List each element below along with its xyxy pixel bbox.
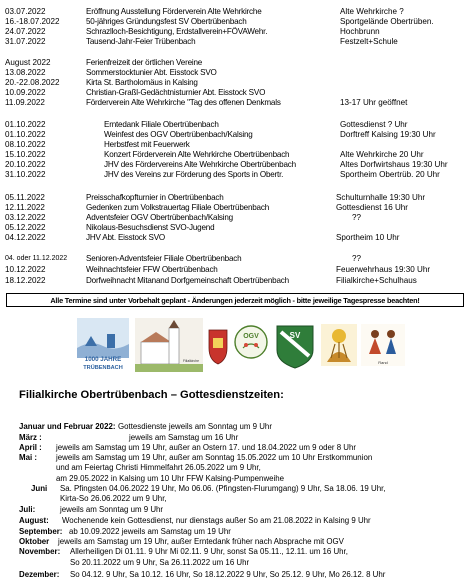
service-text: Kirta-So 26.06.2022 um 9 Uhr,	[60, 494, 167, 503]
disclaimer-text: Alle Termine sind unter Vorbehalt geplant - Änderungen jederzeit möglich - bitte jeweilige Tagespresse beachten!	[50, 296, 420, 305]
service-month: August:	[19, 516, 49, 525]
service-text: jeweils am Sonntag um 9 Uhr	[60, 505, 164, 514]
event-date: 31.07.2022	[5, 37, 46, 46]
event-date: August 2022	[5, 58, 51, 67]
church-logo	[135, 318, 203, 372]
event-location: Sportgelände Obertrüben.	[340, 17, 434, 26]
event-title: Förderverein Alte Wehrkirche "Tag des offenen Denkmals	[86, 98, 281, 107]
service-text: Gottesdienste jeweils am Sonntag um 9 Uhr	[118, 422, 272, 431]
event-title: Adventsfeier OGV Obertrübenbach/Kalsing	[86, 213, 233, 222]
event-location: Hochbrunn	[340, 27, 380, 36]
club-logo-strip	[77, 318, 405, 372]
service-month: März :	[19, 433, 42, 442]
coat-of-arms-logo	[207, 318, 229, 372]
event-title: Herbstfest mit Feuerwerk	[104, 140, 190, 149]
event-title: Konzert Förderverein Alte Wehrkirche Obertrübenbach	[104, 150, 290, 159]
event-title: Gedenken zum Volkstrauertag Filiale Obertrübenbach	[86, 203, 270, 212]
service-text: jeweils am Samstag um 19 Uhr, außer am Sonntag 15.05.2022 um 10 Uhr Erstkommunion	[56, 453, 373, 462]
service-month: Juli:	[19, 505, 36, 514]
service-text: Sa. Pfingsten 04.06.2022 19 Uhr, Mo 06.06. (Pfingsten-Flurumgang) 9 Uhr, Sa 18.06. 19 Uhr,	[60, 484, 386, 493]
event-title: Ferienfreizeit der örtlichen Vereine	[86, 58, 203, 67]
event-title: Sommerstocktunier Abt. Eisstock SVO	[86, 68, 217, 77]
jubilee-logo	[77, 318, 129, 372]
service-text: Allerheiligen Di 01.11. 9 Uhr Mi 02.11. 9 Uhr, sonst Sa 05.11., 12.11. um 16 Uhr,	[70, 547, 348, 556]
event-location: Schulturnhalle 19:30 Uhr	[336, 193, 426, 202]
event-title: Eröffnung Ausstellung Förderverein Alte Wehrkirche	[86, 7, 262, 16]
event-date: 04. oder 11.12.2022	[5, 255, 68, 262]
event-date: 12.11.2022	[5, 203, 45, 212]
event-title: Nikolaus-Besuchsdienst SVO-Jugend	[86, 223, 215, 232]
service-month: April :	[19, 443, 42, 452]
church-caption: Filialkirche	[182, 359, 200, 363]
event-date: 31.10.2022	[5, 170, 46, 179]
svg-text:Rand: Rand	[378, 360, 388, 365]
event-date: 13.08.2022	[5, 68, 46, 77]
event-location: ??	[352, 254, 362, 263]
event-date: 11.09.2022	[5, 98, 45, 107]
event-title: Tausend-Jahr-Feier Trübenbach	[86, 37, 196, 46]
event-location: Alte Wehrkirche ?	[340, 7, 404, 16]
event-date: 08.10.2022	[5, 140, 46, 149]
sv-logo	[273, 318, 317, 372]
event-location: Festzelt+Schule	[340, 37, 398, 46]
event-date: 03.07.2022	[5, 7, 46, 16]
service-text: und am Feiertag Christi Himmelfahrt 26.05.2022 um 9 Uhr,	[56, 463, 261, 472]
service-month: November:	[19, 547, 61, 556]
ogv-logo	[233, 318, 269, 372]
event-location: Alte Wehrkirche 20 Uhr	[340, 150, 424, 159]
service-month: September:	[19, 527, 63, 536]
event-date: 18.12.2022	[5, 276, 46, 285]
service-month: Juni	[31, 484, 48, 493]
event-title: JHV des Vereins zur Förderung des Sports in Obertr.	[104, 170, 284, 179]
event-date: 03.12.2022	[5, 213, 46, 222]
service-text: So 04.12. 9 Uhr, Sa 10.12. 16 Uhr, So 18.12.2022 9 Uhr, So 25.12. 9 Uhr, Mo 26.12. 8 Uhr	[70, 570, 386, 579]
event-location: ??	[352, 213, 362, 222]
event-date: 16.-18.07.2022	[5, 17, 60, 26]
event-date: 10.09.2022	[5, 88, 46, 97]
event-date: 10.12.2022	[5, 265, 46, 274]
event-date: 20.10.2022	[5, 160, 46, 169]
service-text: jeweils am Samstag um 19 Uhr, außer an Ostern 17. und 18.04.2022 um 9 oder 8 Uhr	[56, 443, 357, 452]
event-title: Weinfest des OGV Obertrübenbach/Kalsing	[104, 130, 253, 139]
event-title: JHV Abt. Eisstock SVO	[86, 233, 166, 242]
event-title: JHV des Fördervereins Alte Wehrkirche Obertrübenbach	[104, 160, 296, 169]
event-title: Erntedank Filiale Obertrübenbach	[104, 120, 219, 129]
service-month: Mai :	[19, 453, 37, 462]
service-text: am 29.05.2022 in Kalsing um 10 Uhr FFW Kalsing-Pumpenweihe	[56, 474, 285, 483]
event-title: Christian-Graßl-Gedächtnisturnier Abt. Eisstock SVO	[86, 88, 266, 97]
event-title: Weihnachtsfeier FFW Obertrübenbach	[86, 265, 218, 274]
event-location: Sportheim 10 Uhr	[336, 233, 400, 242]
event-location: 13-17 Uhr geöffnet	[340, 98, 408, 107]
event-date: 01.10.2022	[5, 120, 46, 129]
service-month: Januar und Februar 2022:	[19, 422, 116, 431]
event-date: 05.11.2022	[5, 193, 45, 202]
dancers-logo	[361, 318, 405, 372]
event-date: 15.10.2022	[5, 150, 46, 159]
service-month: Oktober	[19, 537, 50, 546]
service-text: jeweils am Samstag um 19 Uhr, außer Erntedank früher nach Absprache mit OGV	[58, 537, 344, 546]
event-location: Filialkirche+Schulhaus	[336, 276, 417, 285]
event-location: Gottesdienst 16 Uhr	[336, 203, 408, 212]
event-title: Schrazlloch-Besichtigung, Erdstallverein+FÖVAWehr.	[86, 27, 268, 36]
jubilee-line2: TRÜBENBACH	[83, 365, 123, 371]
service-text: jeweils am Samstag um 16 Uhr	[129, 433, 239, 442]
event-title: Kirta St. Bartholomäus in Kalsing	[86, 78, 198, 87]
harvest-logo	[321, 318, 357, 372]
event-title: Preisschafkopfturnier in Obertrübenbach	[86, 193, 224, 202]
event-location: Dorftreff Kalsing 19:30 Uhr	[340, 130, 436, 139]
ogv-text: OGV	[243, 333, 259, 340]
event-date: 20.-22.08.2022	[5, 78, 60, 87]
event-date: 01.10.2022	[5, 130, 46, 139]
event-title: Dorfweihnacht Mitanand Dorfgemeinschaft Obertrübenbach	[86, 276, 289, 285]
event-date: 05.12.2022	[5, 223, 46, 232]
event-title: 50-jähriges Gründungsfest SV Obertrübenbach	[86, 17, 247, 26]
event-location: Altes Dorfwirtshaus 19:30 Uhr	[340, 160, 448, 169]
service-text: So 20.11.2022 um 9 Uhr, Sa 26.11.2022 um 16 Uhr	[70, 558, 250, 567]
sv-text: SV	[289, 331, 301, 340]
event-title: Senioren-Adventsfeier Filiale Obertrübenbach	[86, 254, 242, 263]
event-date: 24.07.2022	[5, 27, 46, 36]
jubilee-line1: 1000 JAHRE	[84, 356, 122, 363]
event-location: Sportheim Obertrüb. 20 Uhr	[340, 170, 440, 179]
services-title: Filialkirche Obertrübenbach – Gottesdienstzeiten:	[19, 389, 284, 401]
service-month: Dezember:	[19, 570, 60, 579]
service-text: ab 10.09.2022 jeweils am Samstag um 19 Uhr	[69, 527, 231, 536]
event-location: Gottesdienst ? Uhr	[340, 120, 408, 129]
service-text: Wochenende kein Gottesdienst, nur dienstags außer So am 21.08.2022 in Kalsing 9 Uhr	[62, 516, 371, 525]
event-location: Feuerwehrhaus 19:30 Uhr	[336, 265, 431, 274]
disclaimer-box	[6, 293, 464, 307]
event-date: 04.12.2022	[5, 233, 46, 242]
